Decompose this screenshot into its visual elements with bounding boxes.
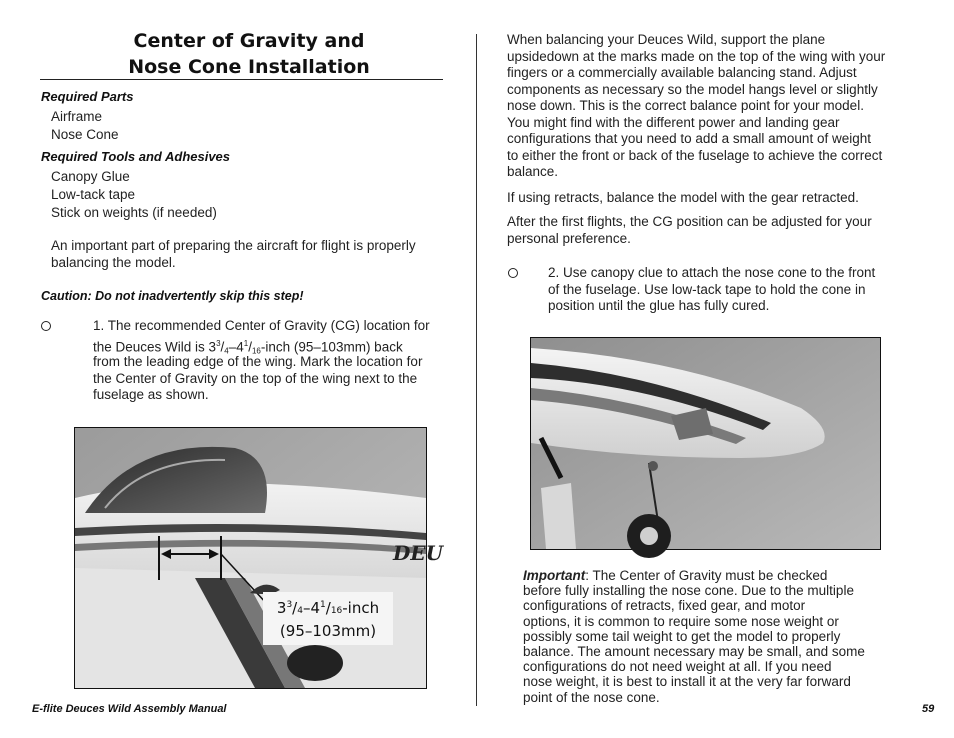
intro-line: balancing the model. bbox=[51, 254, 176, 270]
cg-label-metric: (95–103mm) bbox=[279, 622, 377, 640]
fraction-dash: –4 bbox=[228, 339, 244, 355]
step-2-line: of the fuselage. Use low-tack tape to hold the cone in bbox=[548, 281, 866, 297]
important-line: nose weight, it is best to install it at the very far forward bbox=[523, 674, 851, 690]
part-item: Airframe bbox=[51, 109, 103, 124]
required-tools-heading: Required Tools and Adhesives bbox=[41, 149, 231, 164]
important-line: point of the nose cone. bbox=[523, 689, 660, 705]
page-number: 59 bbox=[922, 703, 935, 715]
step-2-line: 2. Use canopy clue to attach the nose cone to the front bbox=[548, 265, 876, 280]
fraction-numerator: 1 bbox=[243, 339, 249, 348]
cg-label-whole: 3 bbox=[276, 599, 287, 617]
balancing-line: fingers or a commercially available balancing stand. Adjust bbox=[507, 65, 857, 80]
after-flights-line: After the first flights, the CG position can be adjusted for your bbox=[507, 214, 872, 229]
intro-paragraph bbox=[51, 238, 416, 271]
important-text: : The Center of Gravity must be checked bbox=[585, 568, 828, 583]
tool-item: Stick on weights (if needed) bbox=[51, 205, 217, 220]
step-1-fraction-line: the Deuces Wild is $3^3/4-4^1/16$-inch (95–103mm) back bbox=[93, 339, 403, 356]
important-line: before fully installing the nose cone. Due to the multiple bbox=[523, 583, 854, 599]
caution-note: Caution: Do not inadvertently skip this step! bbox=[41, 289, 304, 303]
cg-label-num: 3 bbox=[286, 600, 293, 610]
nose-cone-illustration bbox=[531, 338, 880, 549]
balancing-line: to either the front or back of the fuselage to achieve the correct bbox=[507, 147, 883, 163]
step-2-checkbox[interactable] bbox=[508, 268, 518, 278]
step-1-line: the Center of Gravity on the top of the wing next to the bbox=[93, 370, 418, 386]
step-1-line: fuselage as shown. bbox=[93, 387, 209, 402]
tool-item: Low-tack tape bbox=[51, 187, 136, 202]
step-1-text bbox=[93, 318, 430, 335]
balancing-line: When balancing your Deuces Wild, support the plane bbox=[507, 32, 826, 47]
nose-cone-photo bbox=[530, 337, 881, 550]
part-item: Nose Cone bbox=[51, 127, 119, 142]
title-divider bbox=[40, 79, 443, 80]
fraction-denominator: 4 bbox=[224, 346, 229, 356]
title-line-1: Center of Gravity and bbox=[133, 30, 365, 52]
after-flights-paragraph bbox=[507, 214, 872, 247]
cg-label-unit: -inch bbox=[342, 599, 380, 617]
fraction-denominator: 16 bbox=[251, 346, 261, 356]
balancing-line: balance. bbox=[507, 164, 559, 179]
cg-label-num: 1 bbox=[320, 600, 326, 610]
cg-measurement-label bbox=[263, 592, 393, 645]
step-2-line: position until the glue has fully cured. bbox=[548, 298, 770, 313]
balancing-paragraph bbox=[507, 32, 885, 181]
balancing-line: configurations that you need to add a small amount of weight bbox=[507, 131, 871, 146]
balancing-line: nose down. This is the correct balance point for your model. bbox=[507, 98, 864, 113]
required-parts-heading: Required Parts bbox=[41, 89, 134, 104]
step-2-text bbox=[548, 265, 875, 315]
important-line: possibly some tail weight to get the model to properly bbox=[523, 628, 841, 644]
step-1-prefix: the Deuces Wild is 3 bbox=[93, 339, 217, 355]
important-line: configurations of retracts, fixed gear, and motor bbox=[523, 598, 806, 614]
balancing-line: You might find with the different power and landing gear bbox=[507, 114, 840, 130]
balancing-line: upsidedown at the marks made on the top of the wing with your bbox=[507, 48, 886, 64]
important-line: options, it is common to require some nose weight or bbox=[523, 613, 839, 629]
important-first-line bbox=[523, 568, 865, 583]
fraction-numerator: 3 bbox=[216, 339, 221, 348]
important-line: balance. The amount necessary may be small, and some bbox=[523, 644, 865, 660]
retracts-note: If using retracts, balance the model with the gear retracted. bbox=[507, 190, 859, 205]
balancing-line: components as necessary so the model hangs level or slightly bbox=[507, 81, 878, 97]
cg-label-den: 4 bbox=[297, 606, 303, 616]
step-1-line: 1. The recommended Center of Gravity (CG) location for bbox=[93, 318, 430, 333]
manual-title-footer: E-flite Deuces Wild Assembly Manual bbox=[32, 703, 227, 715]
title-line-2: Nose Cone Installation bbox=[128, 56, 370, 78]
cg-label-fraction: $3^3/4-4^1/16$-inch bbox=[276, 599, 380, 617]
column-divider bbox=[476, 34, 477, 706]
page-title bbox=[50, 28, 448, 80]
tool-item: Canopy Glue bbox=[51, 169, 130, 184]
important-note bbox=[523, 568, 865, 705]
decal-text: DEU bbox=[393, 541, 444, 565]
step-1-suffix: -inch (95–103mm) back bbox=[260, 339, 403, 355]
important-label: Important bbox=[523, 568, 586, 583]
intro-line: An important part of preparing the aircraft for flight is properly bbox=[51, 238, 416, 253]
cg-photo-illustration bbox=[75, 428, 444, 688]
important-line: configurations do not need weight at all. If you need bbox=[523, 659, 832, 675]
cg-label-dash: –4 bbox=[302, 599, 321, 617]
after-flights-line: personal preference. bbox=[507, 230, 631, 246]
step-1-line: from the leading edge of the wing. Mark the location for bbox=[93, 354, 423, 369]
cg-location-photo bbox=[74, 427, 444, 689]
step-1-continued bbox=[93, 354, 422, 404]
cg-label-den: 16 bbox=[330, 606, 343, 616]
step-1-checkbox[interactable] bbox=[41, 321, 51, 331]
